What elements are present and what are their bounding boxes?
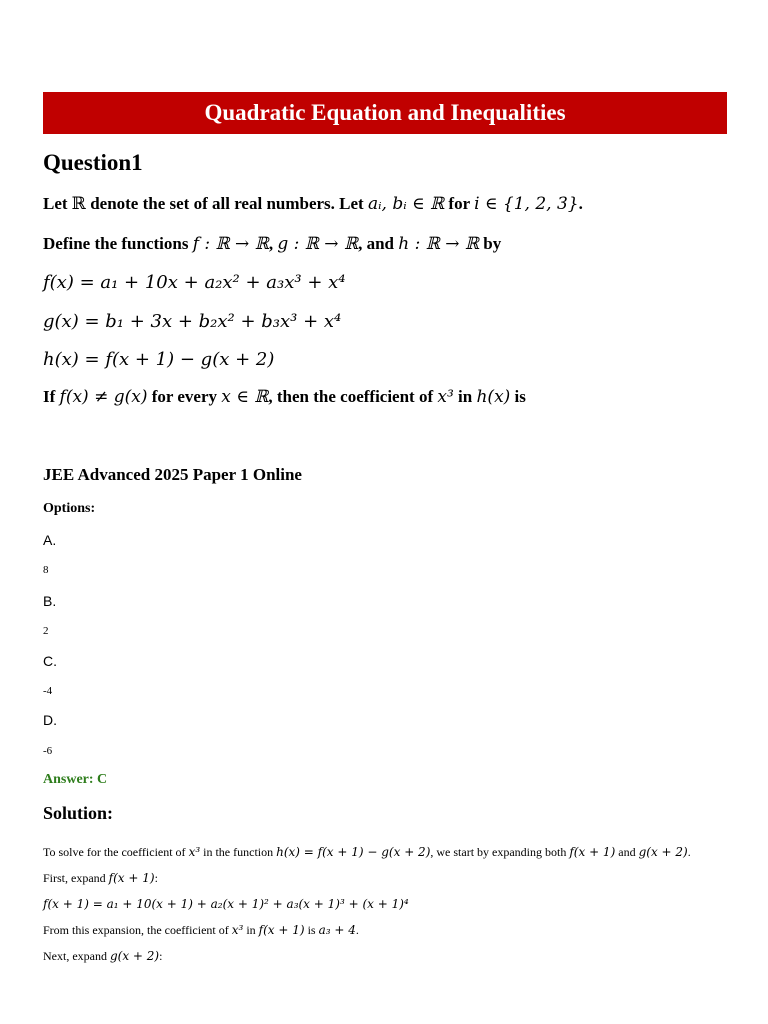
math: h : ℝ → ℝ [398, 234, 480, 254]
text: , [268, 234, 278, 253]
text: . [687, 845, 691, 859]
math: ℝ [71, 194, 86, 214]
option-a-label[interactable]: A. [43, 532, 57, 548]
text: From this expansion, the coefficient of [43, 923, 232, 937]
math: x³ [188, 845, 201, 859]
text: : [154, 871, 158, 885]
text: for every [147, 387, 222, 406]
text: First, expand [43, 871, 109, 885]
equation-f: f(x) = a₁ + 10x + a₂x² + a₃x³ + x⁴ [43, 272, 346, 293]
text: Define the functions [43, 234, 193, 253]
option-b-value: 2 [43, 625, 49, 637]
question-line-2 [43, 234, 501, 254]
equation-g: g(x) = b₁ + 3x + b₂x² + b₃x³ + x⁴ [43, 311, 342, 332]
text: , we start by expanding both [430, 845, 570, 859]
math: f(x + 1) [258, 923, 305, 937]
chapter-banner [43, 92, 727, 134]
text: and [615, 845, 639, 859]
text: by [479, 234, 502, 253]
text: To solve for the coefficient of [43, 845, 189, 859]
text: denote the set of all real numbers. Let [85, 194, 368, 213]
text: is [304, 923, 319, 937]
math: g(x + 2) [109, 949, 160, 963]
question-heading: Question1 [43, 150, 143, 175]
question-source: JEE Advanced 2025 Paper 1 Online [43, 465, 302, 484]
question-line-1 [43, 194, 583, 214]
option-d-value: -6 [43, 745, 53, 757]
math: a₃ + 4 [318, 923, 356, 937]
solution-paragraph-4 [43, 923, 359, 938]
text: is [510, 387, 526, 406]
text: in [453, 387, 477, 406]
text: Let [43, 194, 72, 213]
text: . [578, 194, 583, 213]
solution-heading: Solution: [43, 803, 114, 823]
chapter-title: Quadratic Equation and Inequalities [204, 100, 566, 125]
solution-paragraph-5 [43, 949, 162, 964]
math: h(x) [476, 387, 511, 407]
option-b-label[interactable]: B. [43, 593, 57, 609]
question-line-final [43, 387, 526, 407]
math: aᵢ, bᵢ ∈ ℝ [367, 194, 445, 214]
math: h(x) = f(x + 1) − g(x + 2) [276, 845, 431, 859]
option-a-value: 8 [43, 564, 49, 576]
math: g(x + 2) [638, 845, 688, 859]
solution-paragraph-1 [43, 845, 691, 860]
text: in [243, 923, 259, 937]
option-c-value: -4 [43, 685, 53, 697]
options-label: Options: [43, 501, 96, 516]
text: Next, expand [43, 949, 110, 963]
math: g : ℝ → ℝ [277, 234, 359, 254]
math: x ∈ ℝ [221, 387, 269, 407]
solution-equation-f-expansion: f(x + 1) = a₁ + 10(x + 1) + a₂(x + 1)² + a₃(x + 1)³ + (x + 1)⁴ [43, 897, 409, 911]
text: , then the coefficient of [268, 387, 438, 406]
answer: Answer: C [43, 772, 108, 787]
text: in the function [200, 845, 277, 859]
math: f(x + 1) [569, 845, 616, 859]
text: If [43, 387, 60, 406]
text: for [444, 194, 475, 213]
solution-paragraph-2 [43, 871, 158, 886]
math: f(x + 1) [108, 871, 155, 885]
math: x³ [437, 387, 454, 407]
option-c-label[interactable]: C. [43, 653, 57, 669]
text: , and [358, 234, 399, 253]
text: : [159, 949, 163, 963]
text: . [355, 923, 359, 937]
option-d-label[interactable]: D. [43, 712, 57, 728]
math: x³ [231, 923, 244, 937]
math: f(x) ≠ g(x) [59, 387, 148, 407]
math: i ∈ {1, 2, 3} [474, 194, 579, 214]
math: f : ℝ → ℝ [192, 234, 269, 254]
equation-h: h(x) = f(x + 1) − g(x + 2) [43, 349, 275, 370]
